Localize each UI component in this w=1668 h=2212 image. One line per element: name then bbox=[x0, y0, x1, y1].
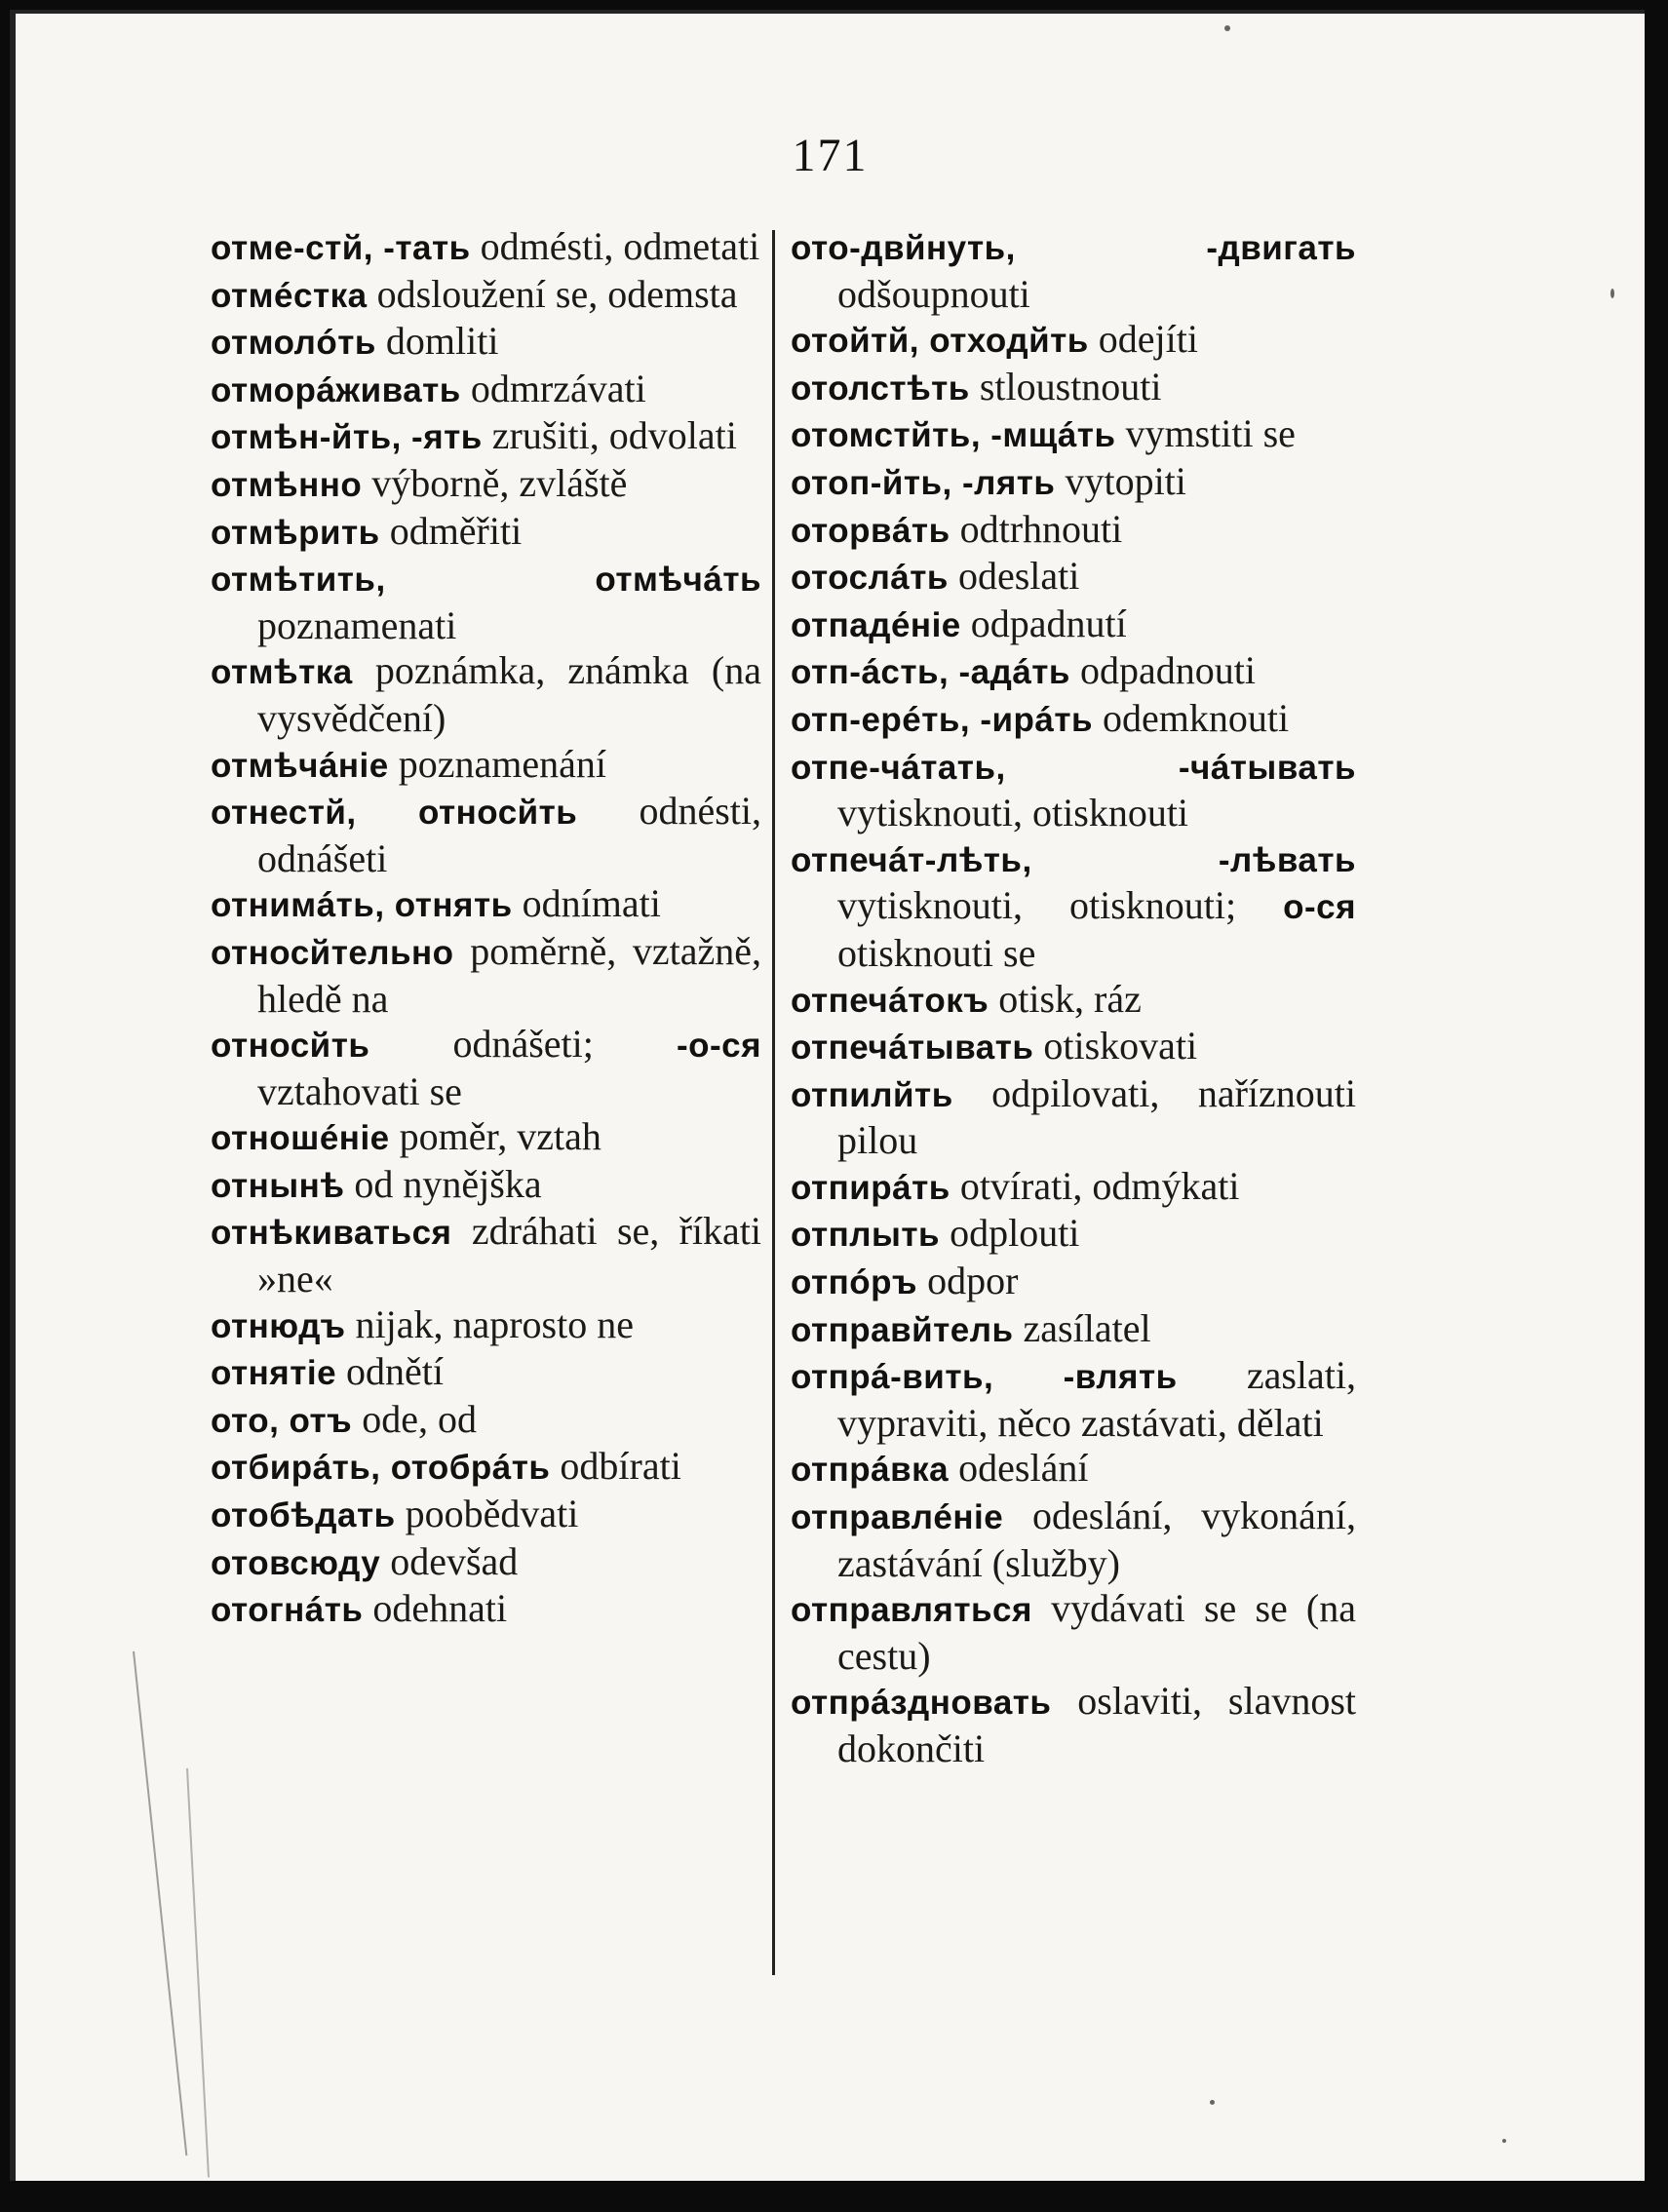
entry-translation: vytisknouti, otisknouti bbox=[837, 791, 1189, 835]
entry-headword: относйть bbox=[211, 1027, 370, 1066]
entry-translation: domliti bbox=[385, 319, 499, 364]
dictionary-entry bbox=[791, 648, 1356, 696]
entry-translation: poměrně, vztažně, hledě na bbox=[257, 928, 761, 1021]
entry-headword: отмѣн-йть, -ять bbox=[211, 418, 483, 457]
entry-headword: отбирáть, отобрáть bbox=[211, 1449, 551, 1488]
dictionary-entry bbox=[791, 1071, 1356, 1164]
entry-headword: отправлéніе bbox=[791, 1498, 1004, 1537]
entry-headword: отовсюду bbox=[211, 1543, 381, 1582]
column-divider bbox=[772, 230, 775, 1975]
entry-translation: vymstiti se bbox=[1125, 411, 1296, 456]
scan-speck bbox=[1224, 25, 1230, 31]
dictionary-entry bbox=[791, 696, 1356, 744]
entry-subtranslation: vztahovati se bbox=[257, 1068, 462, 1113]
entry-translation: zasílatel bbox=[1023, 1305, 1151, 1350]
entry-headword: отпрáвка bbox=[791, 1451, 950, 1490]
entry-headword: отношéніе bbox=[211, 1119, 390, 1158]
entry-translation: odplouti bbox=[950, 1211, 1080, 1256]
entry-headword: отпилйть bbox=[791, 1075, 953, 1114]
entry-translation: odměřiti bbox=[389, 508, 523, 553]
entry-headword: ото, отъ bbox=[211, 1401, 353, 1440]
entry-translation: otvírati, odmýkati bbox=[959, 1163, 1240, 1208]
left-column bbox=[211, 224, 761, 1634]
entry-translation: nijak, naprosto ne bbox=[355, 1301, 634, 1346]
entry-translation: poznamenání bbox=[398, 741, 606, 786]
entry-headword: отмéстка bbox=[211, 276, 368, 315]
entry-headword: отомстйть, -мщáть bbox=[791, 416, 1116, 455]
entry-subtranslation: otisknouti se bbox=[837, 930, 1036, 975]
dictionary-entry bbox=[791, 836, 1356, 977]
entry-translation: odmrzávati bbox=[470, 366, 646, 410]
dictionary-entry bbox=[211, 1302, 761, 1350]
right-column bbox=[791, 224, 1356, 1772]
entry-translation: zaslati, vypraviti, něco zastávati, dělati bbox=[837, 1353, 1356, 1445]
entry-translation: vydávati se se (na cestu) bbox=[837, 1586, 1357, 1678]
entry-translation: poobědvati bbox=[405, 1492, 579, 1536]
entry-headword: отнынѣ bbox=[211, 1166, 345, 1205]
dictionary-entry bbox=[211, 367, 761, 414]
dictionary-entry bbox=[791, 459, 1356, 507]
entry-translation: odeslání, vykonání, zastávání (služby) bbox=[837, 1494, 1357, 1585]
entry-headword: отпрáздновать bbox=[791, 1684, 1052, 1723]
entry-translation: odnímati bbox=[522, 881, 661, 926]
dictionary-entry bbox=[211, 1209, 761, 1301]
entry-translation: poznamenati bbox=[257, 602, 457, 647]
entry-translation: ode, od bbox=[362, 1396, 477, 1441]
dictionary-entry bbox=[791, 1353, 1356, 1446]
entry-translation: odpilovati, naříznouti pilou bbox=[837, 1070, 1356, 1163]
entry-headword: отмѣтка bbox=[211, 653, 353, 692]
entry-translation: odmésti, odmetati bbox=[480, 224, 760, 268]
dictionary-entry bbox=[791, 1211, 1356, 1259]
entry-headword: отпечáтывать bbox=[791, 1028, 1034, 1067]
entry-headword: отмѣчáніе bbox=[211, 746, 389, 785]
entry-translation: odeslání bbox=[958, 1446, 1089, 1491]
dictionary-entry bbox=[211, 413, 761, 461]
scan-speck bbox=[1610, 289, 1614, 298]
dictionary-entry bbox=[211, 1397, 761, 1445]
entry-headword: отправйтель bbox=[791, 1310, 1014, 1349]
entry-headword: отмѣрить bbox=[211, 513, 380, 552]
entry-headword: отмѣтить, отмѣчáть bbox=[211, 561, 761, 600]
entry-headword: отпóръ bbox=[791, 1263, 918, 1302]
scan-artifact-line bbox=[186, 1768, 210, 2178]
entry-translation: od nynějška bbox=[354, 1161, 542, 1206]
entry-headword: оторвáть bbox=[791, 511, 950, 550]
entry-headword: отпирáть bbox=[791, 1168, 950, 1207]
dictionary-entry bbox=[791, 602, 1356, 649]
entry-headword: отолстѣть bbox=[791, 369, 970, 407]
entry-headword: ото-двйнуть, -двигать bbox=[791, 229, 1356, 267]
entry-translation: poměr, vztah bbox=[399, 1114, 601, 1159]
entry-translation: odeslati bbox=[957, 554, 1080, 599]
entry-headword: отнимáть, отнять bbox=[211, 886, 513, 925]
dictionary-entry bbox=[211, 1492, 761, 1539]
dictionary-page bbox=[10, 10, 1645, 2181]
dictionary-entry bbox=[791, 411, 1356, 459]
dictionary-entry bbox=[791, 224, 1356, 317]
dictionary-entry bbox=[211, 1022, 761, 1114]
dictionary-entry bbox=[791, 317, 1356, 365]
entry-headword: отнюдъ bbox=[211, 1306, 346, 1345]
entry-headword: отобѣдать bbox=[211, 1496, 396, 1535]
entry-translation: odehnati bbox=[372, 1586, 508, 1631]
entry-translation: odbírati bbox=[560, 1444, 681, 1489]
entry-headword: отморáживать bbox=[211, 370, 461, 409]
entry-headword: отпе-чáтать, -чáтывать bbox=[791, 748, 1356, 787]
entry-headword: отп-ерéть, -ирáть bbox=[791, 700, 1094, 739]
dictionary-entry bbox=[791, 1494, 1356, 1586]
entry-subheadword: -о-ся bbox=[676, 1027, 762, 1066]
dictionary-entry bbox=[211, 1162, 761, 1210]
dictionary-entry bbox=[211, 1114, 761, 1162]
dictionary-entry bbox=[791, 1679, 1356, 1771]
entry-translation: poznámka, známka (na vysvědčení) bbox=[257, 648, 762, 740]
entry-subheadword: о-ся bbox=[1283, 888, 1356, 927]
scan-artifact-line bbox=[133, 1651, 187, 2155]
dictionary-entry bbox=[791, 554, 1356, 602]
dictionary-entry bbox=[211, 789, 761, 881]
entry-translation: vytisknouti, otisknouti; bbox=[837, 883, 1237, 928]
dictionary-entry bbox=[211, 1539, 761, 1587]
entry-headword: относйтельно bbox=[211, 933, 454, 972]
entry-headword: отплыть bbox=[791, 1216, 941, 1255]
dictionary-entry bbox=[211, 742, 761, 790]
entry-translation: stloustnouti bbox=[979, 364, 1162, 408]
entry-headword: отнятіе bbox=[211, 1354, 337, 1393]
dictionary-entry bbox=[211, 929, 761, 1022]
entry-translation: odsloužení se, odemsta bbox=[376, 271, 738, 316]
entry-headword: отнѣкиваться bbox=[211, 1214, 452, 1253]
dictionary-entry bbox=[211, 509, 761, 557]
dictionary-entry bbox=[791, 1306, 1356, 1354]
entry-translation: odnášeti; bbox=[452, 1022, 594, 1067]
scan-speck bbox=[1210, 2100, 1215, 2105]
dictionary-entry bbox=[211, 556, 761, 648]
dictionary-entry bbox=[791, 1259, 1356, 1306]
entry-translation: odtrhnouti bbox=[959, 506, 1123, 551]
dictionary-entry bbox=[211, 224, 761, 272]
dictionary-entry bbox=[211, 461, 761, 509]
entry-translation: otiskovati bbox=[1043, 1024, 1198, 1068]
dictionary-entry bbox=[211, 881, 761, 929]
entry-translation: zrušiti, odvolati bbox=[491, 413, 737, 458]
dictionary-entry bbox=[211, 319, 761, 367]
entry-headword: отмѣнно bbox=[211, 465, 363, 504]
entry-headword: отпрá-вить, -влять bbox=[791, 1358, 1178, 1397]
entry-translation: odnésti, odnášeti bbox=[257, 789, 761, 880]
entry-headword: отправляться bbox=[791, 1591, 1032, 1630]
dictionary-entry bbox=[791, 1024, 1356, 1071]
entry-translation: odpadnutí bbox=[970, 601, 1127, 645]
entry-translation: odejíti bbox=[1098, 317, 1198, 362]
entry-translation: odemknouti bbox=[1103, 695, 1290, 740]
dictionary-entry bbox=[791, 1446, 1356, 1494]
dictionary-entry bbox=[211, 1444, 761, 1492]
entry-translation: odnětí bbox=[346, 1349, 445, 1394]
entry-translation: odevšad bbox=[390, 1538, 519, 1583]
dictionary-entry bbox=[211, 272, 761, 320]
entry-headword: отнестй, относйть bbox=[211, 794, 578, 833]
entry-translation: oslaviti, slavnost dokončiti bbox=[837, 1679, 1356, 1770]
entry-translation: vytopiti bbox=[1065, 458, 1186, 503]
entry-translation: odpor bbox=[927, 1259, 1019, 1303]
entry-translation: otisk, ráz bbox=[998, 976, 1142, 1021]
dictionary-entry bbox=[791, 1586, 1356, 1679]
entry-headword: отпечáтокъ bbox=[791, 981, 989, 1020]
entry-headword: отойтй, отходйть bbox=[791, 322, 1089, 361]
dictionary-entry bbox=[791, 507, 1356, 555]
dictionary-entry bbox=[211, 648, 761, 741]
scan-speck bbox=[1502, 2139, 1506, 2143]
dictionary-entry bbox=[791, 744, 1356, 836]
entry-headword: отоп-йть, -лять bbox=[791, 463, 1056, 502]
entry-translation: odšoupnouti bbox=[837, 271, 1030, 316]
entry-headword: отме-стй, -тать bbox=[211, 229, 471, 267]
entry-translation: výborně, zvláště bbox=[371, 460, 628, 505]
page-number: 171 bbox=[792, 130, 869, 181]
dictionary-entry bbox=[211, 1349, 761, 1397]
entry-headword: отмолóть bbox=[211, 324, 376, 363]
entry-headword: отпечáт-лѣть, -лѣвать bbox=[791, 840, 1356, 879]
entry-translation: odpadnouti bbox=[1079, 648, 1256, 693]
dictionary-entry bbox=[211, 1586, 761, 1634]
dictionary-entry bbox=[791, 365, 1356, 412]
entry-translation: zdráhati se, říkati »ne« bbox=[257, 1209, 762, 1301]
dictionary-entry bbox=[791, 1164, 1356, 1212]
dictionary-entry bbox=[791, 977, 1356, 1025]
entry-headword: отп-áсть, -адáть bbox=[791, 653, 1070, 692]
entry-headword: отослáть bbox=[791, 559, 949, 598]
entry-headword: отпадéніе bbox=[791, 605, 961, 644]
entry-headword: отогнáть bbox=[211, 1591, 364, 1630]
